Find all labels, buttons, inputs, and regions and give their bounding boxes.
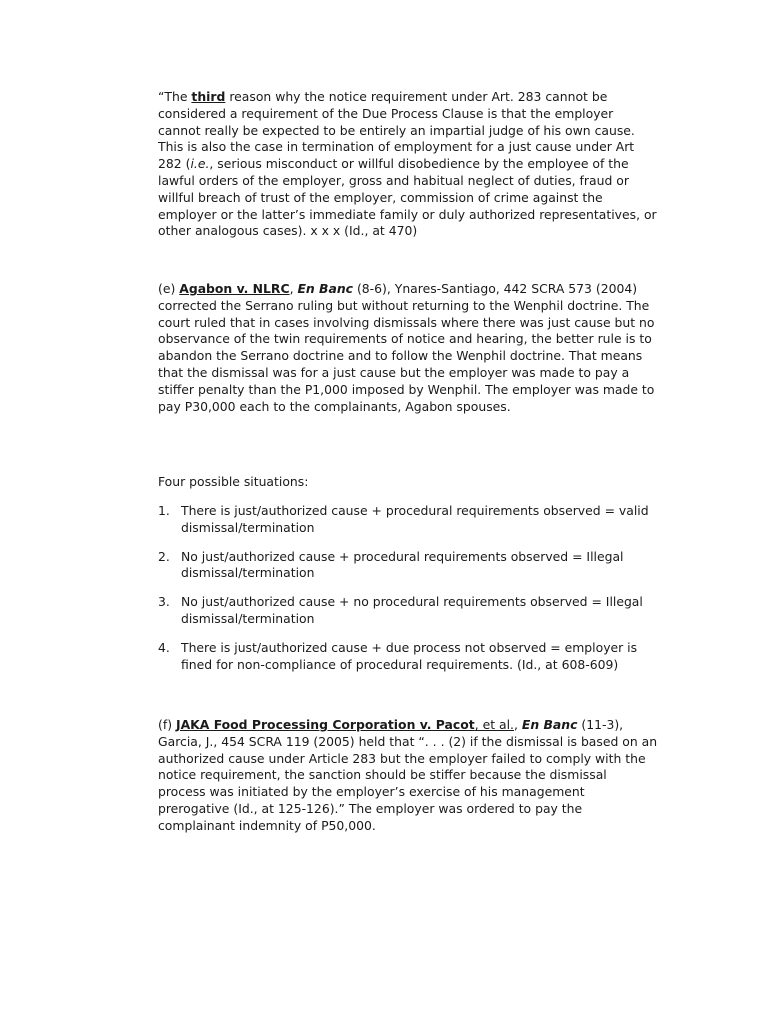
jaka-case-name: JAKA Food Processing Corporation v. Pacot xyxy=(175,717,475,732)
agabon-en-banc: En Banc xyxy=(297,281,354,296)
list-item xyxy=(158,503,658,537)
situations-heading: Four possible situations: xyxy=(158,474,309,489)
jaka-paragraph xyxy=(158,717,658,835)
agabon-case-name: Agabon v. NLRC xyxy=(179,281,290,296)
jaka-text: (11-3), Garcia, J., 454 SCRA 119 (2005) held that “. . . (2) if the dismissal is based on an authorized cause under Article 283 but the employer failed to comply with the notice requirement, the sanction should be stiffer because the dismissal process was initiated by the employer’s exercise of his management prerogative (Id., at 125-126).” The employer was ordered to pay the complainant indemnity of P50,000. xyxy=(158,717,658,833)
jaka-et-al: , et al. xyxy=(474,717,514,732)
list-item xyxy=(158,549,658,583)
agabon-label: (e) xyxy=(158,281,180,296)
list-item xyxy=(158,594,658,628)
jaka-label: (f) xyxy=(158,717,176,732)
list-text: There is just/authorized cause + procedural requirements observed = valid dismissal/termination xyxy=(181,503,649,535)
list-number: 2. xyxy=(158,548,170,564)
situations-list xyxy=(158,503,658,685)
quote-ie: i.e. xyxy=(190,156,210,172)
quote-open: “The xyxy=(158,89,192,104)
emphasis-third: third xyxy=(191,89,226,104)
list-item xyxy=(158,640,658,674)
quote-text-2: , serious misconduct or willful disobedience by the employee of the lawful orders of the employer, gross and habitual neglect of duties, fraud or willful breach of trust of the employer, commission of crime against the employer or the latter’s immediate family or duly authorized representatives, or other analogous cases). x x x (Id., at 470) xyxy=(158,156,657,239)
agabon-paragraph xyxy=(158,281,658,415)
list-text: No just/authorized cause + no procedural requirements observed = Illegal dismissal/termination xyxy=(181,594,643,626)
jaka-en-banc: En Banc xyxy=(521,717,578,732)
quote-paragraph xyxy=(158,89,658,240)
quote-text-1: reason why the notice requirement under Art. 283 cannot be considered a requirement of the Due Process Clause is that the employer cannot really be expected to be entirely an impartial judge of his own cause. This is also the case in termination of employment for a just cause under Art 282 ( xyxy=(158,89,635,172)
list-number: 4. xyxy=(158,639,170,655)
jaka-comma: , xyxy=(513,717,522,732)
list-number: 3. xyxy=(158,594,170,610)
agabon-comma: , xyxy=(289,281,298,296)
list-number: 1. xyxy=(158,503,170,518)
list-text: No just/authorized cause + procedural requirements observed = Illegal dismissal/termination xyxy=(181,548,624,581)
agabon-text: (8-6), Ynares-Santiago, 442 SCRA 573 (2004) corrected the Serrano ruling but without returning to the Wenphil doctrine. The court ruled that in cases involving dismissals where there was just cause but no observance of the twin requirements of notice and hearing, the better rule is to abandon the Serrano doctrine and to follow the Wenphil doctrine. That means that the dismissal was for a just cause but the employer was made to pay a stiffer penalty than the P1,000 imposed by Wenphil. The employer was made to pay P30,000 each to the complainants, Agabon spouses. xyxy=(158,281,655,414)
list-text: There is just/authorized cause + due process not observed = employer is fined for non-compliance of procedural requirements. (Id., at 608-609) xyxy=(181,639,638,672)
